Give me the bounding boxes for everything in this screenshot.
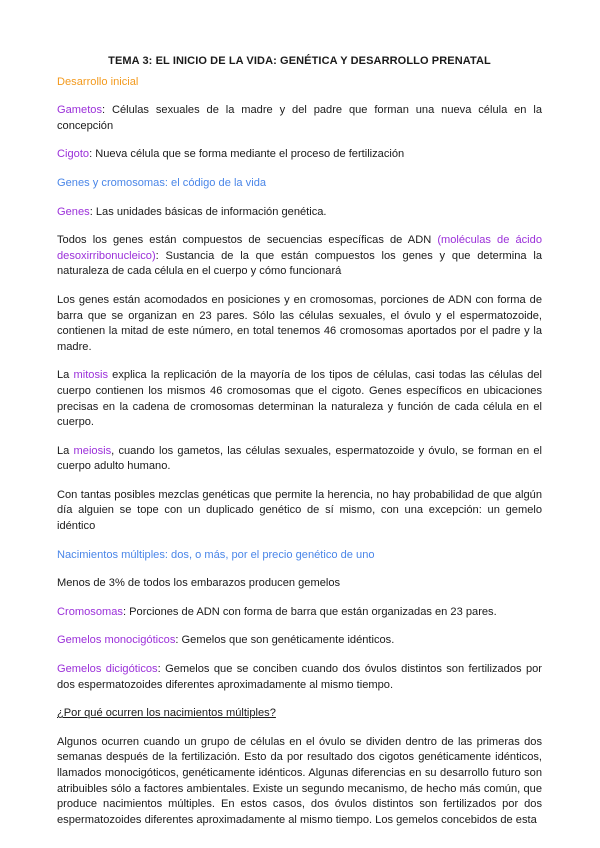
paragraph-cigoto [57, 147, 542, 163]
paragraph-monocigoticos [57, 633, 542, 649]
mitosis-text-before: La [57, 369, 74, 382]
paragraph-algunos: Algunos ocurren cuando un grupo de células en el óvulo se dividen dentro de las primeras dos semanas después de la fertilización. Esto da por resultado dos cigotos genéticamente idénticos, llamados monocigóticos, genéticamente idénticos. Algunas diferencias en su desarrollo futuro son atribuibles sólo a factores ambientales. Existe un segundo mecanismo, de hecho más común, que produce nacimientos múltiples. En estos casos, dos óvulos distintos son fertilizados por dos espermatozoides diferentes aproximadamente al mismo tiempo. Los gemelos concebidos de esta [57, 735, 542, 826]
definition-gametos: : Células sexuales de la madre y del padre que forman una nueva célula en la concepción [57, 104, 542, 132]
paragraph-genes [57, 205, 542, 221]
definition-monocigoticos: : Gemelos que son genéticamente idénticos. [175, 634, 395, 647]
meiosis-text-before: La [57, 444, 74, 457]
paragraph-meiosis [57, 444, 542, 475]
definition-dicigoticos: : Gemelos que se conciben cuando dos óvulos distintos son fertilizados por dos espermatozoides diferentes aproximadamente al mismo tiempo. [57, 663, 542, 691]
paragraph-menos: Menos de 3% de todos los embarazos producen gemelos [57, 577, 341, 590]
paragraph-adn [57, 233, 542, 280]
term-cromosomas: Cromosomas [57, 605, 123, 618]
paragraph-mitosis [57, 368, 542, 430]
paragraph-mezclas: Con tantas posibles mezclas genéticas que permite la herencia, no hay probabilidad de que algún día alguien se tope con un duplicado genético de sí mismo, con una excepción: un gemelo idéntico [57, 488, 542, 533]
term-monocigoticos: Gemelos monocigóticos [57, 634, 176, 647]
section-heading-desarrollo: Desarrollo inicial [57, 75, 139, 88]
term-mitosis: mitosis [73, 369, 109, 382]
term-cigoto: Cigoto [57, 148, 90, 161]
term-gametos: Gametos [57, 104, 103, 117]
term-adn: (moléculas de ácido desoxirribonucleico) [57, 234, 542, 262]
question-heading: ¿Por qué ocurren los nacimientos múltiples? [57, 707, 276, 720]
mitosis-text-after: explica la replicación de la mayoría de los tipos de células, casi todas las células del cuerpo contienen los mismos 46 cromosomas que el cigoto. Genes específicos en ubicaciones precisas en la cadena de cromosomas determinan la naturaleza y función de cada célula en el cuerpo. [57, 369, 543, 429]
paragraph-cromosomas [57, 605, 542, 621]
section-heading-nacimientos: Nacimientos múltiples: dos, o más, por el precio genético de uno [57, 548, 375, 561]
term-meiosis: meiosis [73, 444, 112, 457]
adn-text-after: : Sustancia de la que están compuestos los genes y que determina la naturaleza de cada célula en el cuerpo y cómo funcionará [57, 249, 542, 278]
adn-text-before: Todos los genes están compuestos de secuencias específicas de ADN [57, 234, 438, 247]
definition-cromosomas: : Porciones de ADN con forma de barra que están organizadas en 23 pares. [122, 605, 497, 618]
page-title: TEMA 3: EL INICIO DE LA VIDA: GENÉTICA Y DESARROLLO PRENATAL [108, 55, 491, 67]
paragraph-cromosomas-posiciones: Los genes están acomodados en posiciones y en cromosomas, porciones de ADN con forma de barra que se organizan en 23 pares. Sólo las células sexuales, el óvulo y el espermatozoide, contienen la mitad de este número, en total tenemos 46 cromosomas aportados por el padre y la madre. [57, 293, 542, 353]
section-heading-genes: Genes y cromosomas: el código de la vida [57, 176, 267, 189]
term-genes: Genes [57, 205, 90, 218]
definition-genes: : Las unidades básicas de información genética. [89, 205, 327, 218]
definition-cigoto: : Nueva célula que se forma mediante el proceso de fertilización [89, 148, 405, 161]
paragraph-gametos [57, 103, 542, 134]
document-page [57, 54, 542, 841]
meiosis-text-after: , cuando los gametos, las células sexuales, espermatozoide y óvulo, se forman en el cuerpo adulto humano. [57, 444, 542, 473]
paragraph-dicigoticos [57, 662, 542, 693]
term-dicigoticos: Gemelos dicigóticos [57, 663, 158, 676]
